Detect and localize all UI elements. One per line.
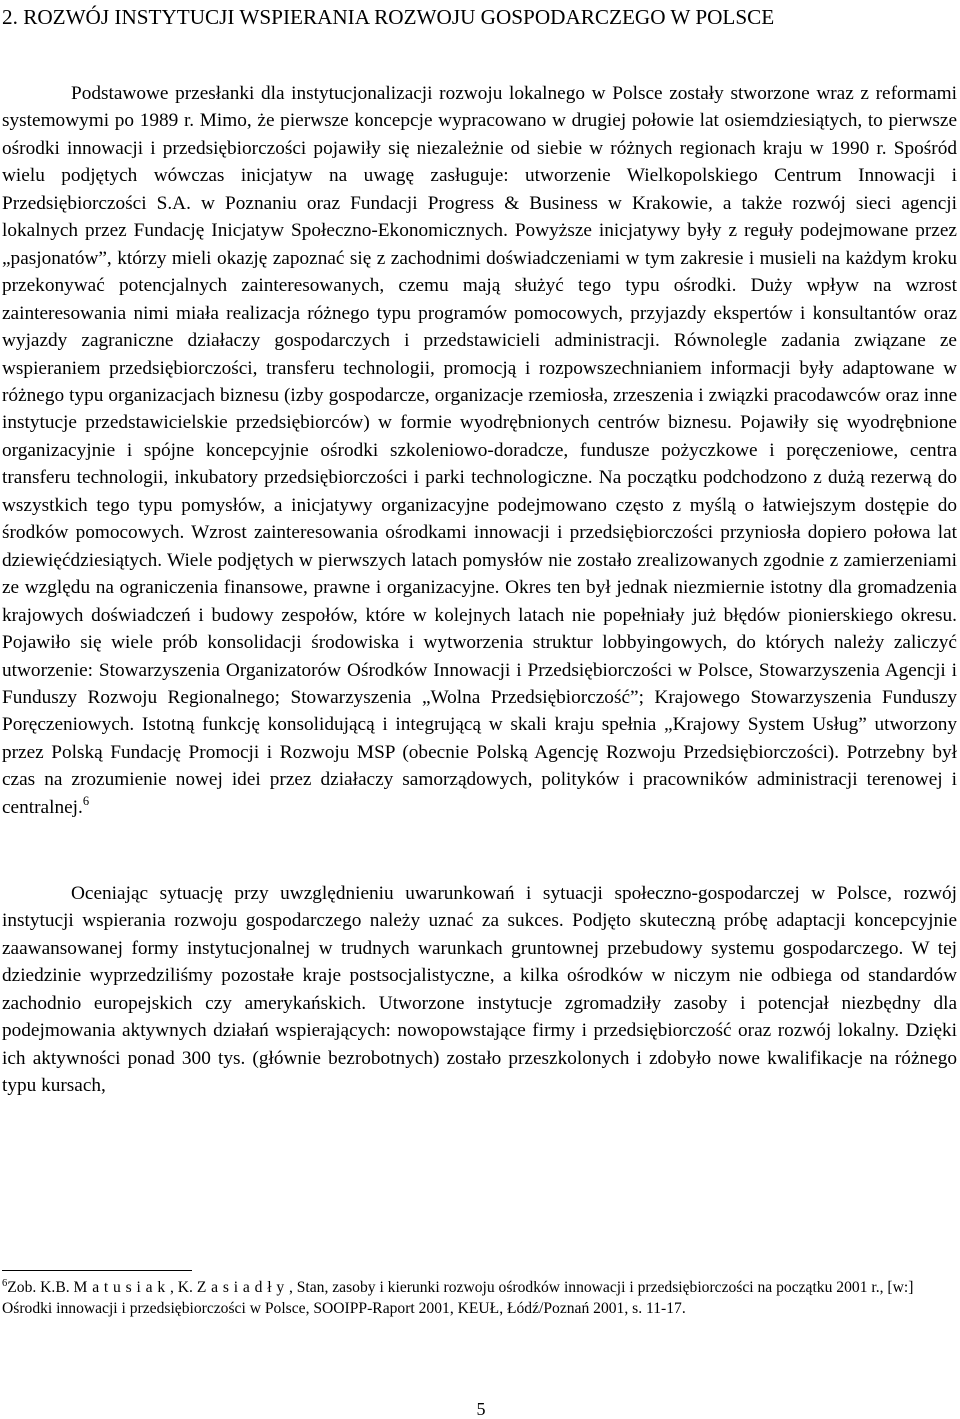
- section-heading: 2. ROZWÓJ INSTYTUCJI WSPIERANIA ROZWOJU GOSPODARCZEGO W POLSCE: [2, 5, 775, 29]
- footnote-author-1: Matusiak: [73, 1279, 170, 1296]
- footnote: [2, 1278, 957, 1320]
- paragraph-1-text: Podstawowe przesłanki dla instytucjonalizacji rozwoju lokalnego w Polsce zostały stworzone wraz z reformami systemowymi po 1989 r. Mimo, że pierwsze koncepcje wypracowano w drugiej połowie lat osiemdziesiątych, to pierwsze ośrodki innowacji i przedsiębiorczości pojawiły się niezależnie od siebie w różnych regionach kraju w 1990 r. Spośród wielu podjętych wówczas inicjatyw na uwagę zasługuje: utworzenie Wielkopolskiego Centrum Innowacji i Przedsiębiorczości S.A. w Poznaniu oraz Fundacji Progress & Business w Krakowie, a także rozwój sieci agencji lokalnych przez Fundację Inicjatyw Społeczno-Ekonomicznych. Powyższe inicjatywy były z reguły podejmowane przez „pasjonatów”, którzy mieli okazję zapoznać się z zachodnimi doświadczeniami w tym zakresie i musieli na każdym kroku przekonywać potencjalnych zainteresowanych, czemu mają służyć tego typu ośrodki. Duży wpływ na wzrost zainteresowania nimi miała realizacja różnego typu programów pomocowych, przyjazdy ekspertów i konsultantów oraz wyjazdy zagraniczne działaczy gospodarczych i przedstawicieli administracji. Równolegle zadania związane ze wspieraniem przedsiębiorczości, transferu technologii, promocją i rozpowszechnianiem informacji były adaptowane w różnego typu organizacjach biznesu (izby gospodarcze, organizacje rzemiosła, zrzeszenia i związki pracodawców oraz inne instytucje przedstawicielskie przedsiębiorców) w formie wyodrębnionych centrów biznesu. Pojawiły się wyodrębnione organizacyjnie i spójne koncepcyjnie ośrodki szkoleniowo-doradcze, fundusze pożyczkowe i poręczeniowe, centra transferu technologii, inkubatory przedsiębiorczości i parki technologiczne. Na początku podchodzono z dużą rezerwą do wszystkich tego typu pomysłów, a inicjatywy organizacyjne podejmowano często z myślą o łatwiejszym dostępie do środków pomocowych. Wzrost zainteresowania ośrodkami innowacji i przedsiębiorczości przyniosła dopiero połowa lat dziewięćdziesiątych. Wiele podjętych w pierwszych latach pomysłów nie zostało zrealizowanych zgodnie z zamierzeniami ze względu na ograniczenia finansowe, prawne i organizacyjne. Okres ten był jednak niezmiernie istotny dla gromadzenia krajowych doświadczeń i budowy zespołów, które w kolejnych latach nie popełniały już błędów pionierskiego okresu. Pojawiło się wiele prób konsolidacji środowiska i wytworzenia struktur lobbyingowych, do których należy zaliczyć utworzenie: Stowarzyszenia Organizatorów Ośrodków Innowacji i Przedsiębiorczości w Polsce, Stowarzyszenia Agencji i Funduszy Rozwoju Regionalnego; Stowarzyszenia „Wolna Przedsiębiorczość”; Krajowego Stowarzyszenia Funduszy Poręczeniowych. Istotną funkcję konsolidującą i integrującą w skali kraju spełnia „Krajowy System Usług” utworzony przez Polską Fundację Promocji i Rozwoju MSP (obecnie Polską Agencję Rozwoju Przedsiębiorczości). Potrzebny był czas na zrozumienie nowej idei przez działaczy samorządowych, polityków i pracowników administracji terenowej i centralnej.: [2, 83, 957, 818]
- body-paragraph-2: Oceniając sytuację przy uwzględnieniu uwarunkowań i sytuacji społeczno-gospodarczej w Polsce, rozwój instytucji wspierania rozwoju gospodarczego należy uznać za sukces. Podjęto skuteczną próbę adaptacji koncepcyjnie zaawansowanej formy instytucjonalnej w trudnych warunkach gruntownej przebudowy systemu gospodarczego. W tej dziedzinie wyprzedziliśmy pozostałe kraje postsocjalistyczne, a kilka ośrodków w niczym nie odbiega od standardów zachodnio europejskich czy amerykańskich. Utworzone instytucje zgromadziły zasoby i potencjał niezbędny dla podejmowania aktywnych działań wspierających: nowopowstające firmy i przedsiębiorczość oraz rozwój lokalny. Dzięki ich aktywności ponad 300 tys. (głównie bezrobotnych) zostało przeszkolonych i zdobyło nowe kwalifikacje na różnego typu kursach,: [2, 883, 957, 1097]
- footnote-separator: [2, 1270, 192, 1271]
- footnote-reference: 6: [82, 793, 90, 808]
- footnote-number: 6: [2, 1278, 8, 1289]
- footnote-intro: Zob. K.B.: [7, 1279, 74, 1296]
- page-number: 5: [476, 1399, 486, 1419]
- footnote-separator-text: , K.: [169, 1279, 197, 1296]
- footnote-author-2: Zasiadły: [196, 1279, 289, 1296]
- body-paragraph-1: [2, 80, 957, 821]
- footnote-text: , Stan, zasoby i kierunki rozwoju ośrodków innowacji i przedsiębiorczości na początku 2001 r., [w:] Ośrodki innowacji i przedsiębiorczości w Polsce, SOOIPP-Raport 2001, KEUŁ, Łódź/Poznań 2001, s. 11-17.: [2, 1279, 914, 1317]
